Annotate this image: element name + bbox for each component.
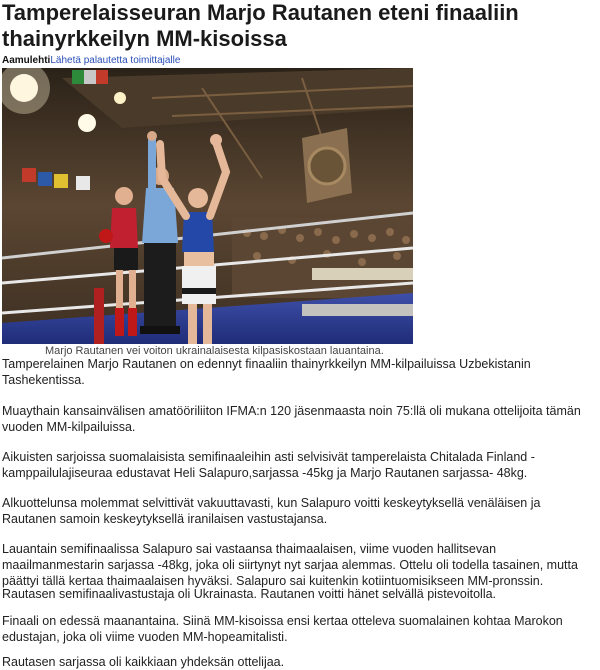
paragraph-7: Finaali on edessä maanantaina. Siinä MM-kisoissa ensi kertaa otteleva suomalainen kohtaa Marokon edustajan, joka oli viime vuoden MM-hopeamitalisti. bbox=[2, 614, 563, 644]
source-name: Aamulehti bbox=[2, 55, 51, 66]
byline bbox=[2, 55, 180, 67]
paragraph-1: Tamperelainen Marjo Rautanen on edennyt finaaliin thainyrkkeilyn MM-kilpailuissa Uzbekistanin Tashekentissa. bbox=[2, 357, 531, 387]
paragraph-5: Lauantain semifinaalissa Salapuro sai vastaansa thaimaalaisen, viime vuoden hallitsevan maailmanmestarin sarjassa -48kg, joka oli siirtynyt nyt sarjaa alemmas. Ottelu oli todella tasainen, mutta päättyi tällä kertaa thaimaalaisen hyväksi. Salapuro sai kuitenkin kotiintuomisikseen MM-pronssin. bbox=[2, 542, 578, 588]
paragraph-4: Alkuottelunsa molemmat selvittivät vakuuttavasti, kun Salapuro voitti keskeytyksellä venäläisen ja Rautanen samoin keskeytyksellä iranilaisen vastustajansa. bbox=[2, 496, 541, 526]
article-photo bbox=[2, 68, 413, 344]
paragraph-3: Aikuisten sarjoissa suomalaisista semifinaaleihin asti selvisivät tamperelaista Chitalada Finland -kamppailulajiseuraa edustavat Heli Salapuro,sarjassa -45kg ja Marjo Rautanen sarjassa- 48kg. bbox=[2, 450, 535, 480]
paragraph-6: Rautasen semifinaalivastustaja oli Ukrainasta. Rautanen voitti hänet selvällä pistevoitolla. bbox=[2, 587, 497, 601]
feedback-link[interactable]: Lähetä palautetta toimittajalle bbox=[50, 55, 181, 66]
paragraph-2: Muaythain kansainvälisen amatööriliiton IFMA:n 120 jäsenmaasta noin 75:llä oli mukana ottelijoita tämän vuoden MM-kilpailuissa. bbox=[2, 404, 581, 434]
paragraph-8: Rautasen sarjassa oli kaikkiaan yhdeksän ottelijaa. bbox=[2, 655, 285, 669]
photo-caption: Marjo Rautanen vei voiton ukrainalaisesta kilpasiskostaan lauantaina. bbox=[45, 345, 384, 357]
article-headline: Tamperelaisseuran Marjo Rautanen eteni finaaliin thainyrkkeilyn MM-kisoissa bbox=[2, 0, 519, 51]
boxing-ring-illustration bbox=[2, 68, 413, 344]
